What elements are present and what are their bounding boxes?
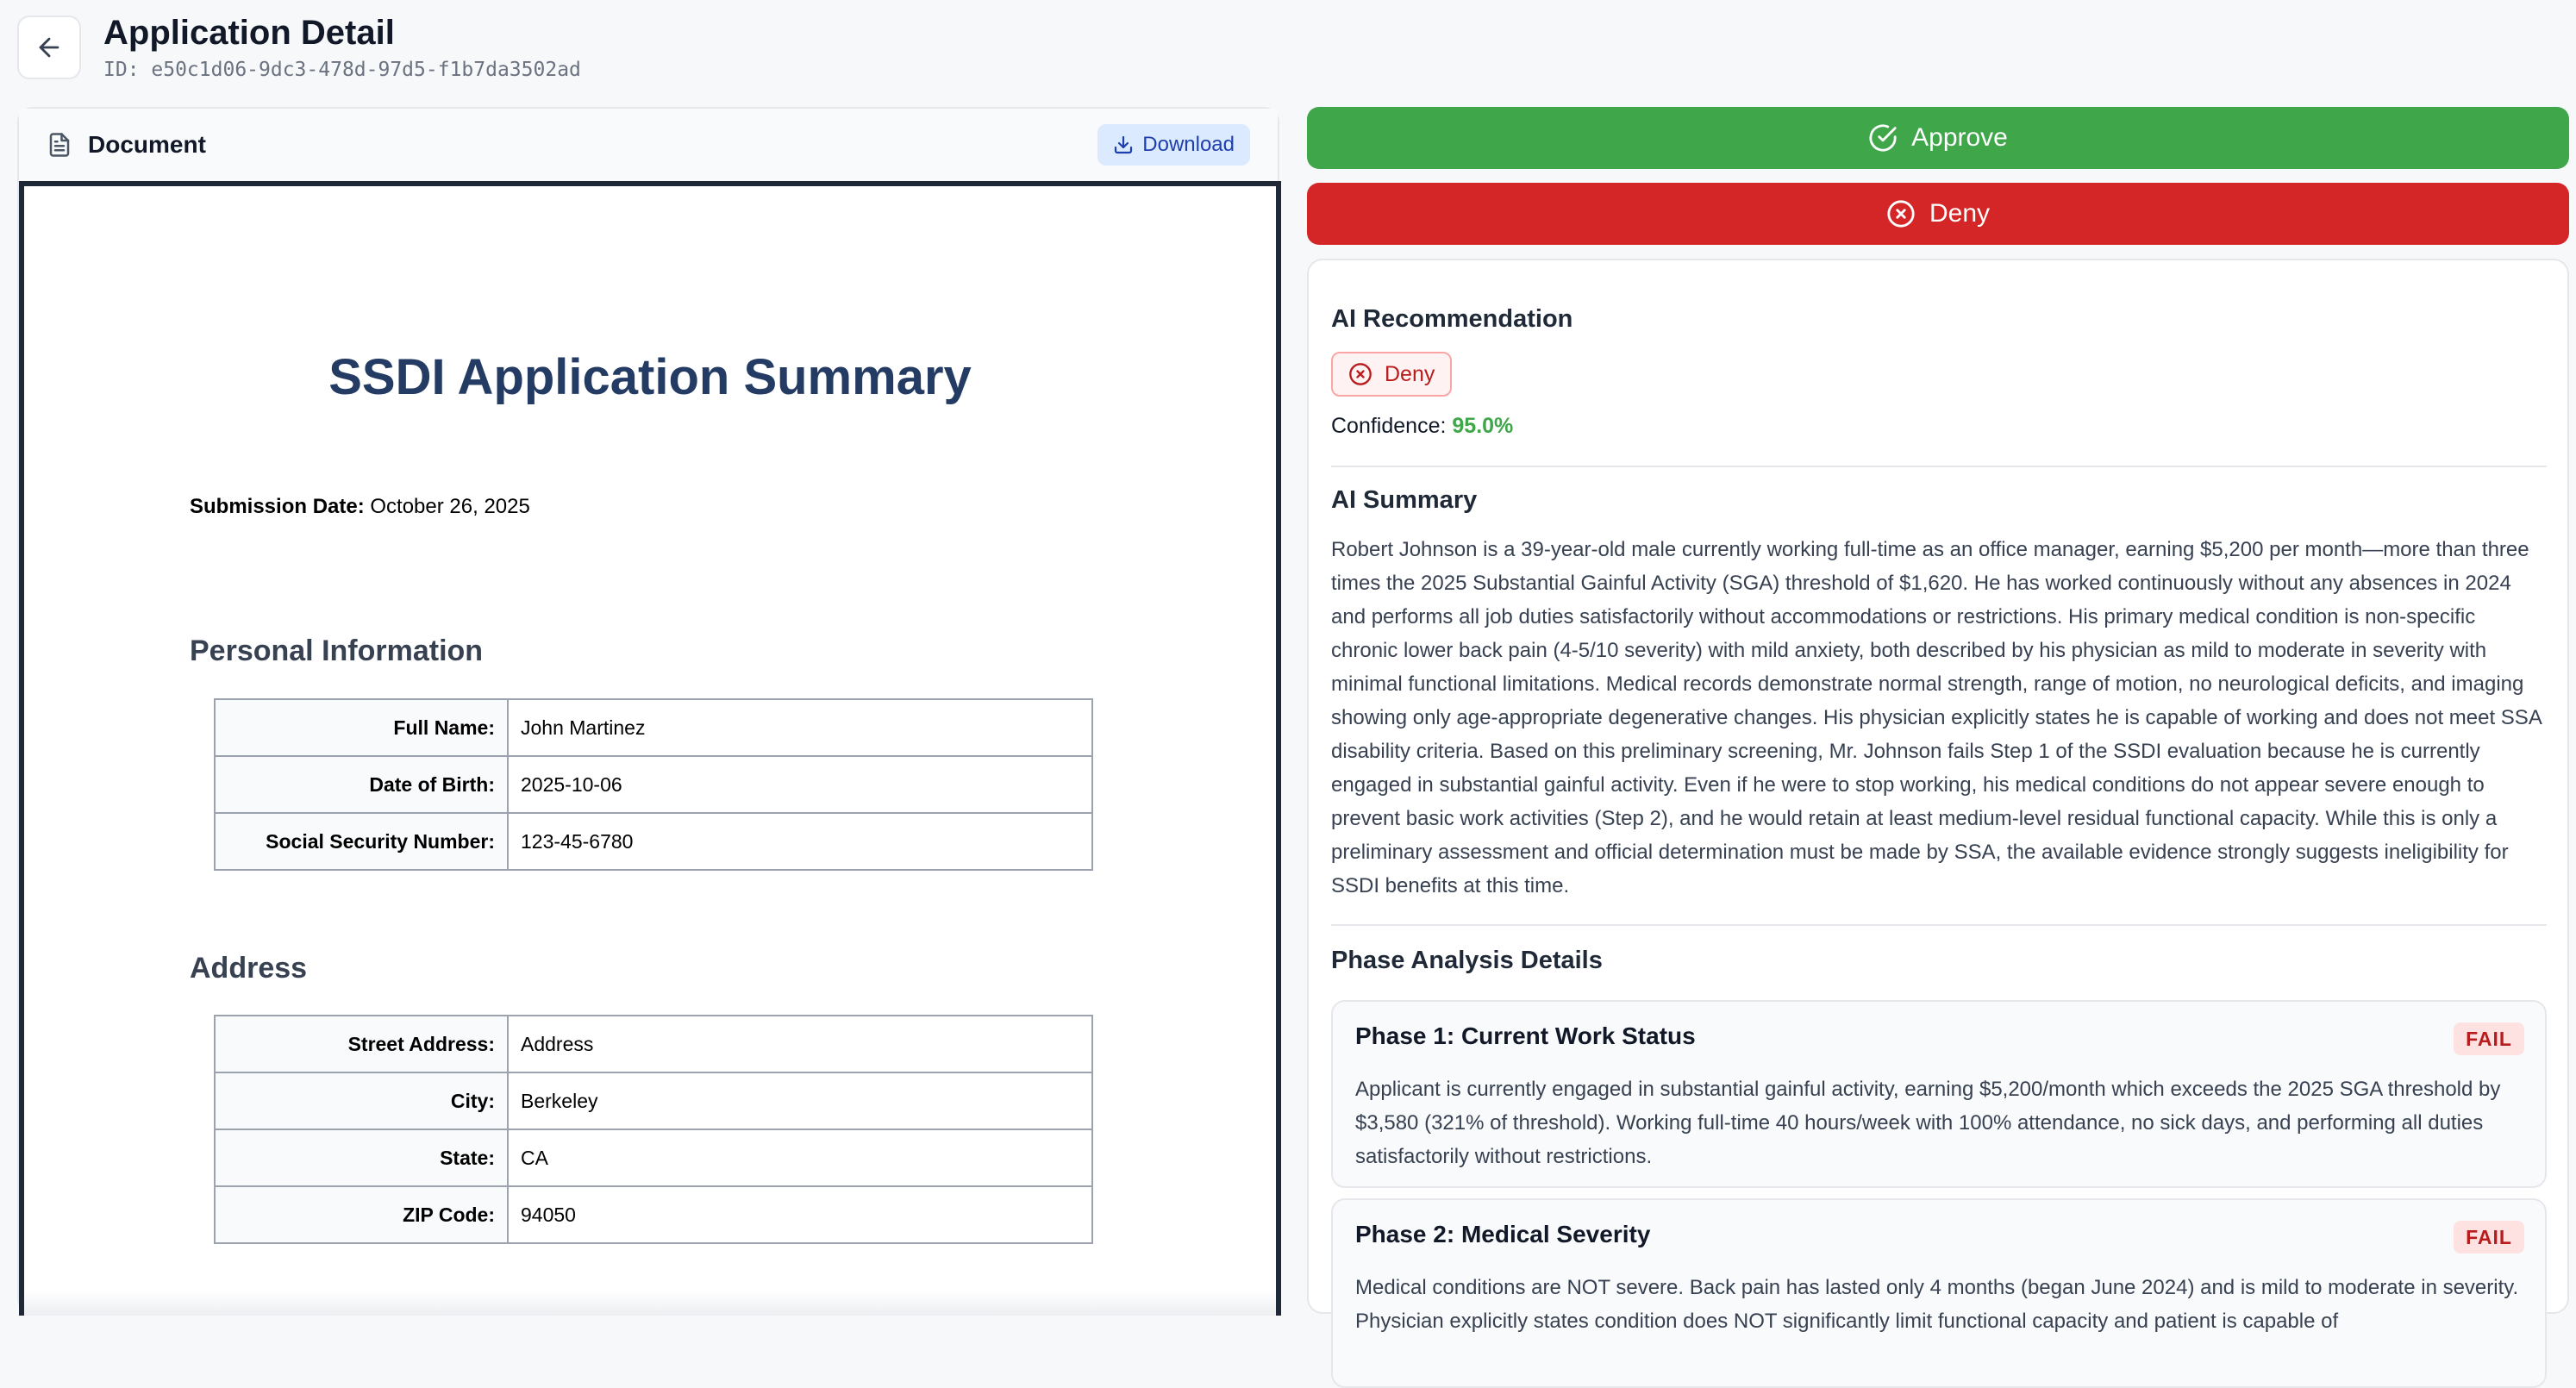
table-row [215,1072,1092,1129]
phase-card [1331,1000,2547,1188]
deny-button[interactable] [1307,183,2569,245]
phase-description: Applicant is currently engaged in substantial gainful activity, earning $5,200/month which exceeds the 2025 SGA threshold by $3,580 (321% of threshold). Working full-time 40 hours/week with 100% attendance, no sick days, and performing all duties satisfactorily without restrictions. [1355,1078,2501,1168]
arrow-left-icon [34,33,64,62]
download-icon [1113,134,1134,155]
document-panel-header [19,109,1278,181]
x-circle-icon [1348,362,1372,386]
document-panel [17,107,1279,1314]
personal-info-table [214,698,1093,871]
document-title: SSDI Application Summary [328,349,972,405]
check-circle-icon [1868,123,1898,153]
address-heading: Address [190,952,308,985]
download-button[interactable] [1097,124,1250,166]
table-row [215,813,1092,870]
table-row [215,756,1092,813]
full-name-label: Full Name: [215,699,508,756]
status-badge: FAIL [2454,1022,2524,1055]
table-row [215,1186,1092,1243]
dob-label: Date of Birth: [215,756,508,813]
ai-summary-heading: AI Summary [1331,486,1478,514]
ssn-value: 123-45-6780 [508,813,1092,870]
x-circle-icon [1886,199,1916,228]
city-value: Berkeley [508,1072,1092,1129]
ai-analysis-panel[interactable] [1307,259,2569,1333]
confidence-label: Confidence: [1331,414,1447,438]
table-row [215,1016,1092,1072]
state-label: State: [215,1129,508,1186]
city-label: City: [215,1072,508,1129]
approve-button[interactable] [1307,107,2569,169]
personal-info-heading: Personal Information [190,635,484,667]
zip-value: 94050 [508,1186,1092,1243]
state-value: CA [508,1129,1092,1186]
phase-description: Medical conditions are NOT severe. Back pain has lasted only 4 months (began June 2024) and is mild to moderate in severity. Physician explicitly states condition does NOT significantly limit functional capacity and patient is capable of [1355,1276,2519,1333]
phase-card [1331,1198,2547,1388]
confidence [1331,414,1513,439]
confidence-value: 95.0% [1452,414,1514,438]
submission-date [190,495,530,519]
recommendation-value: Deny [1385,361,1435,386]
deny-label: Deny [1929,199,1991,228]
address-table [214,1015,1093,1244]
phase-title: Phase 2: Medical Severity [1355,1221,1651,1247]
back-button[interactable] [17,16,81,79]
full-name-value: John Martinez [508,699,1092,756]
zip-label: ZIP Code: [215,1186,508,1243]
phase-title: Phase 1: Current Work Status [1355,1022,1696,1049]
download-label: Download [1142,133,1235,156]
status-badge: FAIL [2454,1221,2524,1254]
dob-value: 2025-10-06 [508,756,1092,813]
application-id: ID: e50c1d06-9dc3-478d-97d5-f1b7da3502ad [103,59,581,81]
table-row [215,699,1092,756]
document-viewer[interactable] [19,181,1281,1316]
divider [1331,466,2547,467]
approve-label: Approve [1911,123,2008,152]
scroll-fade [24,1291,1276,1316]
page-title: Application Detail [103,14,395,52]
document-icon [47,132,72,158]
street-label: Street Address: [215,1016,508,1072]
ai-summary-text: Robert Johnson is a 39-year-old male currently working full-time as an office manager, earning $5,200 per month—more than three times the 2025 Substantial Gainful Activity (SGA) threshold of $1,620. He has worked continuously without any absences in 2024 and performs all job duties satisfactorily without accommodations or restrictions. His primary medical condition is non-specific chronic lower back pain (4-5/10 severity) with mild anxiety, both described by his physician as mild to moderate in severity with minimal functional limitations. Medical records demonstrate normal strength, range of motion, no neurological deficits, and imaging showing only age-appropriate degenerative changes. His physician explicitly states he is capable of working and does not meet SSA disability criteria. Based on this preliminary screening, Mr. Johnson fails Step 1 of the SSDI evaluation because he is currently engaged in substantial gainful activity. Even if he were to stop working, his medical conditions do not appear severe enough to prevent basic work activities (Step 2), and he would retain at least medium-level residual functional capacity. While this is only a preliminary assessment and official determination must be made by SSA, the available evidence strongly suggests ineligibility for SSDI benefits at this time. [1331,538,2542,897]
ai-recommendation-heading: AI Recommendation [1331,305,1573,333]
submission-date-label: Submission Date: [190,495,365,518]
divider [1331,924,2547,926]
recommendation-badge [1331,352,1452,397]
table-row [215,1129,1092,1186]
phase-analysis-heading: Phase Analysis Details [1331,947,1603,974]
document-panel-title: Document [88,131,206,158]
ssn-label: Social Security Number: [215,813,508,870]
street-value: Address [508,1016,1092,1072]
document-page [24,186,1276,1316]
submission-date-value: October 26, 2025 [370,495,530,518]
